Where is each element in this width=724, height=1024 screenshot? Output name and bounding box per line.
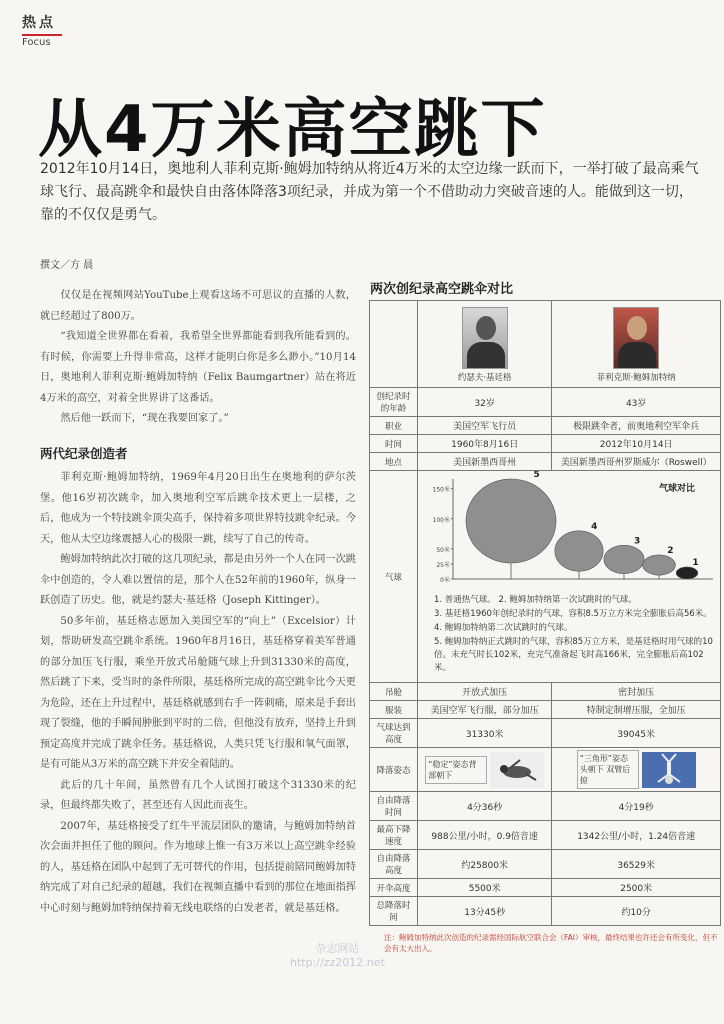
article-paragraph: 50多年前，基廷格志愿加入美国空军的“向上”（Excelsior）计划，帮助研发高空跳伞系统。1960年8月16日，基廷格穿着美军普通的部分加压飞行服，乘坐开放式吊舱随气球上升到31330米的高度，然后跳了下来，受当时的条件所限，基廷格所完成的高空跳伞比今天更为危险，还在上升过程中，基廷格就感到右手一阵刺痛，原来是手套出现了裂缝，他的手瞬间肿胀到平时的二倍，但他没有放弃，坚持上升到预定高度并完成了跳伞任务。基廷格说，人类只凭飞行服和氧气面罩，是有可能从3万米的高空跳下并安全着陆的。 [40,615,356,770]
y-tick-label: 25米 [436,561,450,569]
balloon-notes [418,592,720,682]
balloon-number-label: 2 [667,545,674,556]
article-paragraph: 菲利克斯·鲍姆加特纳，1969年4月20日出生在奥地利的萨尔茨堡。他16岁初次跳伞，加入奥地利空军后跳伞技术更上一层楼，之后，他成为一个特技跳伞顶尖高手，保持着多项世界特技跳伞纪录。今天，他从太空边缘震撼人心的极限一跳，续写了自己的传奇。 [40,472,356,545]
y-tick-label: 50米 [436,546,450,554]
balloon-number-label: 1 [692,557,699,568]
y-tick-label: 0米 [440,577,450,584]
watermark-url: http://zz2012.net [290,956,385,969]
article-subheading: 两代纪录创造者 [40,445,128,461]
table-row [370,417,721,435]
page-title: 从4万米高空跳下 [38,93,547,167]
row-label: 气球 [370,471,418,683]
cell-a: 13分45秒 [418,897,552,926]
cell-a: 美国空军飞行服，部分加压 [418,701,552,719]
kittinger-photo [462,307,508,369]
cell-b: 特制定制增压服，全加压 [552,701,721,719]
y-tick-label: 150米 [432,486,450,494]
table-row [370,850,721,879]
balloon-number-label: 5 [533,471,540,480]
balloon-shape [643,555,676,575]
row-label: 吊舱 [370,683,418,701]
row-label: 服装 [370,701,418,719]
posture-note: “稳定”姿态背部朝下 [425,756,487,784]
table-row [370,719,721,748]
row-label: 自由降落高度 [370,850,418,879]
cell-a: 988公里/小时，0.9倍音速 [418,821,552,850]
cell-b: 4分19秒 [552,792,721,821]
section-tag-bar [22,34,62,36]
article-paragraph: “我知道全世界都在看着，我希望全世界都能看到我所能看到的。有时候，你需要上升得非常高，这样才能明白你是多么渺小。”10月14日，奥地利人菲利克斯·鲍姆加特纳（Felix Baumgartner）站在将近4万米的高空，对着全世界讲了这番话。 [40,331,356,404]
balloon-shape [676,567,698,579]
person-kittinger [418,301,552,388]
cell-a: 美国空军飞行员 [418,417,552,435]
cell-b: 43岁 [552,388,721,417]
cell-b: 密封加压 [552,683,721,701]
section-tag-cn: 热点 [22,15,56,31]
article-body [40,286,356,919]
cell-a: 31330米 [418,719,552,748]
byline: 撰文／方 晨 [40,260,94,271]
row-label: 创纪录时的年龄 [370,388,418,417]
cell-b: 极限跳伞者，前奥地利空军伞兵 [552,417,721,435]
comparison-title: 两次创纪录高空跳伞对比 [370,282,514,297]
skydiver-headdown-icon [642,752,696,788]
person-baumgartner [552,301,721,388]
balloon-shape [604,545,644,573]
row-label: 总降落时间 [370,897,418,926]
row-label: 地点 [370,453,418,471]
posture-note: “三角形”姿态头朝下 双臂后掠 [577,750,639,789]
balloon-number-label: 4 [591,521,598,532]
cell-a: 1960年8月16日 [418,435,552,453]
article-paragraph: 此后的几十年间，虽然曾有几个人试图打破这个31330米的纪录，但最终都失败了，甚至还有人因此而丧生。 [40,779,356,811]
footnote: 注：鲍姆加特纳此次创造的纪录需经国际航空联合会（FAI）审核，最终结果也许还会有所变化，但不会有太大出入。 [384,933,718,953]
balloon-note: 3. 基廷格1960年创纪录时的气球，容积8.5万立方米完全膨胀后高56米。 [434,609,712,619]
row-label: 开伞高度 [370,879,418,897]
section-tag [22,12,62,48]
cell-b: 1342公里/小时，1.24倍音速 [552,821,721,850]
balloon-chart [419,471,719,589]
article-paragraph: 然后他一跃而下，“现在我要回家了。” [60,413,229,424]
article-paragraph: 仅仅是在视频网站YouTube上观看这场不可思议的直播的人数，就已经超过了800万。 [40,290,356,322]
table-row [370,301,721,388]
row-label: 时间 [370,435,418,453]
table-row [370,748,721,792]
table-row [370,701,721,719]
row-label: 自由降落时间 [370,792,418,821]
balloon-chart-cell [418,471,721,683]
row-label: 气球达到高度 [370,719,418,748]
row-label: 降落姿态 [370,748,418,792]
table-row [370,879,721,897]
lead-paragraph: 2012年10月14日，奥地利人菲利克斯·鲍姆加特纳从将近4万米的太空边缘一跃而下，一举打破了最高乘气球飞行、最高跳伞和最快自由落体降落3项纪录，并成为第一个不借助动力突破音速的人。能做到这一切，靠的不仅仅是勇气。 [40,161,699,223]
watermark [290,942,385,970]
balloon-note: 1. 普通热气球。 2. 鲍姆加特纳第一次试跳时的气球。 [434,595,637,605]
y-tick-label: 100米 [432,516,450,524]
cell-b: 约10分 [552,897,721,926]
person-name: 约瑟夫·基廷格 [457,373,512,383]
chart-title: 气球对比 [658,484,695,494]
cell-a: 开放式加压 [418,683,552,701]
cell-a: 5500米 [418,879,552,897]
baumgartner-photo [613,307,659,369]
table-row [370,453,721,471]
cell-a: 美国新墨西哥州 [418,453,552,471]
watermark-line: 杂志网站 [315,942,360,955]
table-row [370,388,721,417]
person-name: 菲利克斯·鲍姆加特纳 [596,373,676,383]
cell-b: 2500米 [552,879,721,897]
article-paragraph: 2007年，基廷格接受了红牛平流层团队的邀请，与鲍姆加特纳首次会面并担任了他的顾问。作为地球上惟一有3万米以上高空跳伞经验的人，基廷格在团队中起到了无可替代的作用，包括提前陪同鲍姆加特纳完成了对自己纪录的超越，我们在视频直播中看到的那位在地面指挥中心时刻与鲍姆加特纳保持着无线电联络的白发老者，就是基廷格。 [40,820,356,914]
table-row [370,435,721,453]
table-row [370,897,721,926]
table-row [370,683,721,701]
cell-b: 美国新墨西哥州罗斯威尔（Roswell） [552,453,721,471]
cell-b: 39045米 [552,719,721,748]
posture-a [418,748,552,792]
cell-a: 4分36秒 [418,792,552,821]
section-tag-en: Focus [22,37,51,48]
comparison-table [369,300,721,926]
article-paragraph: 鲍姆加特纳此次打破的这几项纪录，都是由另外一个人在同一次跳伞中创造的，令人难以置信的是，那个人在52年前的1960年，纵身一跃创造了历史。他，就是约瑟夫·基廷格（Joseph Kittinger）。 [40,554,356,606]
row-label: 职业 [370,417,418,435]
table-row [370,471,721,683]
cell-a: 32岁 [418,388,552,417]
balloon-shape [555,531,603,571]
table-row [370,821,721,850]
skydiver-back-icon [490,752,544,788]
cell-b: 2012年10月14日 [552,435,721,453]
cell-a: 约25800米 [418,850,552,879]
table-row [370,792,721,821]
row-label: 最高下降速度 [370,821,418,850]
balloon-note: 4. 鲍姆加特纳第二次试跳时的气球。 [434,623,573,633]
balloon-number-label: 3 [634,536,641,547]
posture-b [552,748,721,792]
balloon-shape [466,479,556,563]
cell-b: 36529米 [552,850,721,879]
balloon-note: 5. 鲍姆加特纳正式跳时的气球，容积85万立方米，是基廷格时用气球的10倍。未充气时长102米，充完气准备起飞时高166米，完全膨胀后高102米。 [434,637,713,673]
